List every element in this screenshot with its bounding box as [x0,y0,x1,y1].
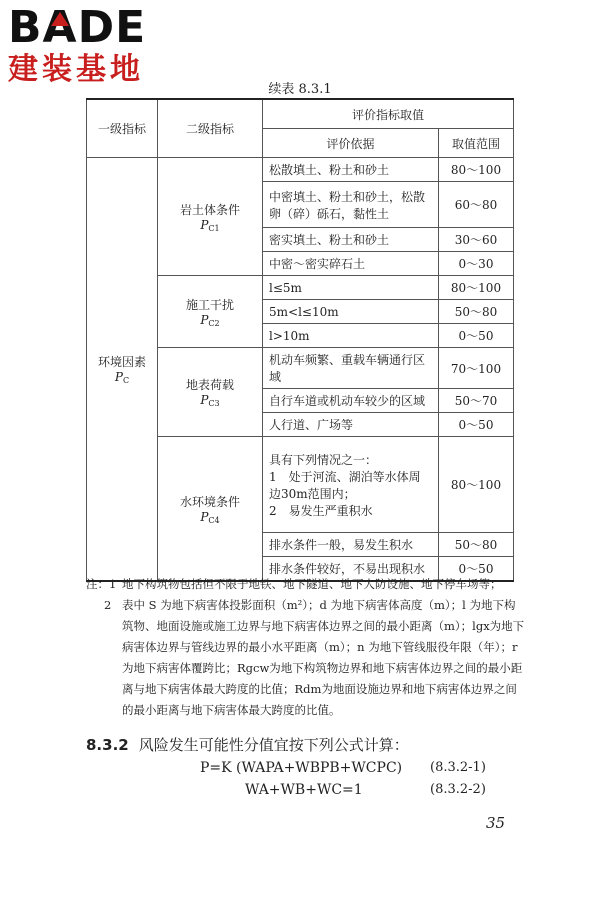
formula-2: WA+WB+WC=1 [245,782,363,798]
header-basis: 评价依据 [263,129,439,158]
header-level2: 二级指标 [158,99,263,158]
basis-cell: l≤5m [263,276,439,300]
range-cell: 70～100 [439,348,514,389]
evaluation-table [86,98,514,582]
range-cell: 80～100 [439,276,514,300]
basis-cell: 自行车道或机动车较少的区域 [263,389,439,413]
logo-brand: BA DE [8,2,147,53]
group-cell: 地表荷载 PC3 [158,348,263,437]
level1-cell: 环境因素 PC [87,158,158,582]
formula-1: P=K (WAPA+WBPB+WCPC) [200,760,403,776]
group-cell: 施工干扰 PC2 [158,276,263,348]
table-notes [86,574,526,721]
formula-2-number: (8.3.2-2) [430,782,486,797]
range-cell: 0～50 [439,413,514,437]
page-number: 35 [486,814,506,832]
range-cell: 0～30 [439,252,514,276]
basis-cell: 中密～密实碎石土 [263,252,439,276]
formula-1-number: (8.3.2-1) [430,760,486,775]
basis-cell: 排水条件一般，易发生积水 [263,533,439,557]
header-level1: 一级指标 [87,99,158,158]
basis-cell: 密实填土、粉土和砂土 [263,228,439,252]
group-cell: 水环境条件 PC4 [158,437,263,582]
note-item: 注：1 地下构筑物包括但不限于地铁、地下隧道、地下人防设施、地下停车场等； [86,577,502,591]
note-item: 2 表中 S 为地下病害体投影面积（m²）；d 为地下病害体高度（m）；l 为地下构筑物、地面设施或施工边界与地下病害体边界之间的最小距离（m）；lgx为地下病害体边界与管线边界的最小水平距离（m）；n 为地下管线服役年限（年）；r 为地下病害体覆跨比；Rgcw为地下构筑物边界和地下病害体边界之间的最小距离与地下病害体最大跨度的比值；Rdm为地面设施边界和地下病害体边界之间的最小距离与地下病害体最大跨度的比值。 [104,598,525,717]
range-cell: 50～70 [439,389,514,413]
range-cell: 50～80 [439,533,514,557]
group-cell: 岩土体条件 PC1 [158,158,263,276]
range-cell: 80～100 [439,158,514,182]
basis-cell: l>10m [263,324,439,348]
range-cell: 60～80 [439,182,514,228]
section-heading: 8.3.2 风险发生可能性分值宜按下列公式计算： [86,736,409,754]
basis-cell: 具有下列情况之一： 1 处于河流、湖泊等水体周边30m范围内； 2 易发生严重积水 [263,437,439,533]
logo-triangle-icon [51,12,69,26]
logo-subtitle: 建装基地 [8,52,144,87]
basis-cell: 机动车频繁、重载车辆通行区域 [263,348,439,389]
header-range: 取值范围 [439,129,514,158]
range-cell: 0～50 [439,324,514,348]
range-cell: 80～100 [439,437,514,533]
basis-cell: 人行道、广场等 [263,413,439,437]
basis-cell: 中密填土、粉土和砂土，松散卵（碎）砾石，黏性土 [263,182,439,228]
table-caption: 续表 8.3.1 [268,82,332,97]
range-cell: 0～50 [439,557,514,582]
range-cell: 50～80 [439,300,514,324]
basis-cell: 排水条件较好，不易出现积水 [263,557,439,582]
basis-cell: 松散填土、粉土和砂土 [263,158,439,182]
basis-cell: 5m<l≤10m [263,300,439,324]
header-group: 评价指标取值 [263,99,514,129]
range-cell: 30～60 [439,228,514,252]
